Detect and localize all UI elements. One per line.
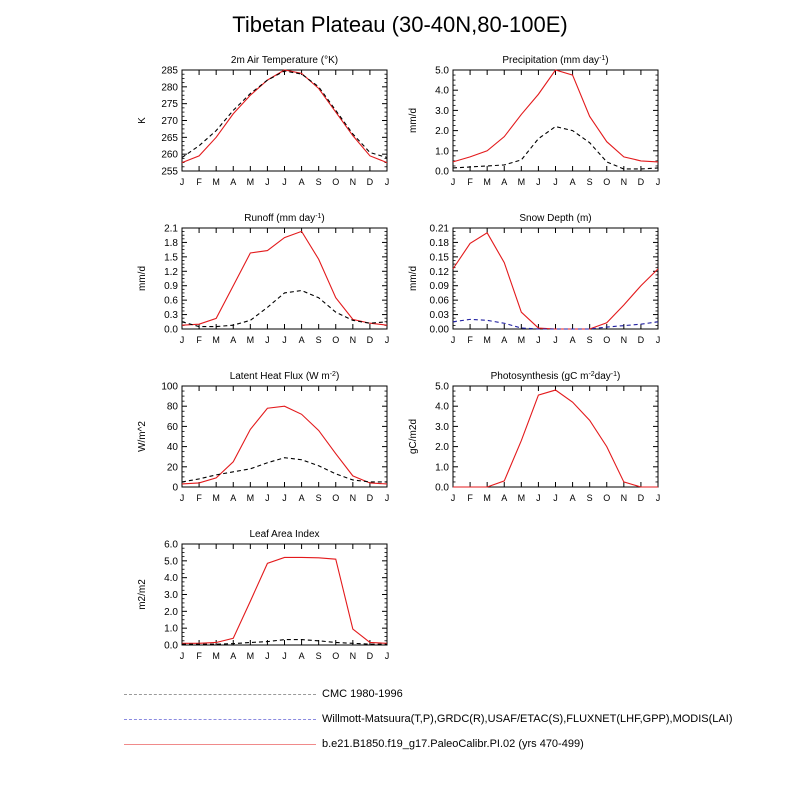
x-tick-label: A — [298, 651, 305, 661]
plot-frame — [182, 386, 387, 487]
y-tick-label: 265 — [161, 132, 178, 144]
figure-title: Tibetan Plateau (30-40N,80-100E) — [232, 12, 568, 37]
x-tick-label: A — [230, 493, 237, 503]
x-tick-label: J — [450, 335, 456, 345]
panel-latent-heat-flux-w-m-2 — [137, 371, 389, 504]
x-tick-label: F — [196, 493, 202, 503]
y-axis-label: m2/m2 — [137, 579, 148, 610]
x-tick-label: M — [212, 177, 220, 187]
x-tick-label: D — [366, 335, 374, 345]
x-tick-label: J — [536, 493, 541, 503]
panel-title: Snow Depth (m) — [519, 213, 592, 224]
x-tick-label: A — [230, 651, 237, 661]
x-tick-label: N — [620, 493, 628, 503]
x-tick-label: F — [467, 335, 473, 345]
plot-frame — [453, 386, 658, 487]
x-tick-label: A — [298, 493, 305, 503]
y-tick-label: 0.3 — [164, 310, 178, 322]
x-tick-label: N — [620, 335, 628, 345]
y-tick-label: 0.0 — [164, 640, 178, 652]
legend-label-obs: Willmott-Matsuura(T,P),GRDC(R),USAF/ETAC(S),FLUXNET(LHF,GPP),MODIS(LAI) — [322, 713, 733, 725]
y-tick-label: 2.1 — [164, 223, 178, 235]
y-tick-label: 5.0 — [435, 65, 449, 77]
panel-runoff-mm-day-1 — [137, 213, 389, 346]
x-tick-label: A — [569, 493, 576, 503]
panel-title: Runoff (mm day$^{-1}$) — [244, 212, 325, 224]
y-tick-label: 40 — [166, 442, 178, 454]
x-tick-label: M — [246, 651, 255, 661]
x-tick-label: M — [212, 493, 220, 503]
y-axis-label: gC/m2d — [408, 418, 419, 455]
y-tick-label: 5.0 — [164, 556, 178, 568]
x-tick-label: J — [265, 493, 270, 503]
y-tick-label: 0.00 — [429, 324, 449, 336]
x-tick-label: M — [517, 493, 526, 503]
plot-frame — [453, 70, 658, 171]
y-tick-label: 3.0 — [435, 421, 449, 433]
y-tick-label: 285 — [161, 65, 178, 77]
x-tick-label: O — [332, 177, 340, 187]
series-line-obs — [182, 71, 387, 158]
y-tick-label: 1.0 — [164, 623, 178, 635]
panel-title: Leaf Area Index — [249, 529, 320, 540]
y-tick-label: 0.6 — [164, 295, 178, 307]
series-line-obs — [453, 127, 658, 169]
x-tick-label: J — [384, 335, 390, 345]
x-tick-label: A — [569, 177, 576, 187]
x-tick-label: J — [179, 651, 185, 661]
y-tick-label: 260 — [161, 149, 178, 161]
x-tick-label: S — [315, 335, 322, 345]
y-tick-label: 80 — [166, 401, 178, 413]
x-tick-label: J — [265, 335, 270, 345]
y-tick-label: 0.18 — [429, 237, 449, 249]
x-tick-label: J — [282, 335, 287, 345]
y-axis-label: mm/d — [408, 266, 419, 291]
x-tick-label: M — [483, 335, 491, 345]
y-tick-label: 0.09 — [429, 281, 449, 293]
series-line-model — [182, 406, 387, 484]
y-tick-label: 2.0 — [435, 126, 449, 138]
y-tick-label: 0.9 — [164, 281, 178, 293]
y-tick-label: 3.0 — [164, 590, 178, 601]
y-tick-label: 3.0 — [435, 105, 449, 117]
x-tick-label: D — [637, 493, 645, 503]
y-tick-label: 0.0 — [164, 324, 178, 336]
x-tick-label: J — [450, 493, 456, 503]
x-tick-label: M — [483, 177, 491, 187]
series-line-model — [453, 70, 658, 162]
y-tick-label: 275 — [161, 99, 178, 111]
x-tick-label: O — [332, 493, 340, 503]
x-tick-label: S — [586, 493, 593, 503]
series-line-obs — [182, 291, 387, 327]
x-tick-label: J — [384, 651, 390, 661]
x-tick-label: S — [315, 493, 322, 503]
x-tick-label: J — [179, 493, 185, 503]
x-tick-label: A — [298, 335, 305, 345]
x-tick-label: D — [366, 177, 374, 187]
x-tick-label: O — [332, 335, 340, 345]
x-tick-label: M — [212, 335, 220, 345]
y-tick-label: 0.0 — [435, 166, 449, 178]
x-tick-label: O — [603, 493, 611, 503]
y-tick-label: 1.2 — [164, 266, 178, 278]
y-tick-label: 1.8 — [164, 237, 178, 249]
y-tick-label: 0 — [172, 482, 178, 494]
x-tick-label: F — [467, 493, 473, 503]
y-tick-label: 270 — [161, 116, 178, 127]
y-tick-label: 4.0 — [435, 85, 449, 97]
x-tick-label: N — [620, 177, 628, 187]
x-tick-label: J — [179, 335, 185, 345]
x-tick-label: F — [196, 651, 202, 661]
x-tick-label: J — [655, 335, 661, 345]
panel-precipitation-mm-day-1 — [408, 55, 660, 188]
x-tick-label: M — [212, 651, 220, 661]
panel-title: Precipitation (mm day$^{-1}$) — [502, 54, 609, 66]
y-tick-label: 6.0 — [164, 539, 178, 551]
x-tick-label: A — [501, 335, 508, 345]
x-tick-label: M — [246, 177, 255, 187]
x-tick-label: M — [517, 177, 526, 187]
x-tick-label: N — [349, 177, 357, 187]
x-tick-label: D — [366, 651, 374, 661]
x-tick-label: A — [501, 493, 508, 503]
series-line-obs — [182, 458, 387, 482]
x-tick-label: S — [315, 651, 322, 661]
x-tick-label: J — [265, 651, 270, 661]
x-tick-label: D — [637, 177, 645, 187]
x-tick-label: S — [586, 177, 593, 187]
y-tick-label: 0.0 — [435, 482, 449, 494]
y-tick-label: 0.03 — [429, 310, 449, 322]
y-tick-label: 0.15 — [429, 252, 449, 264]
y-tick-label: 1.0 — [435, 146, 449, 158]
x-tick-label: M — [246, 335, 255, 345]
y-axis-label: mm/d — [408, 108, 419, 133]
x-tick-label: M — [483, 493, 491, 503]
x-tick-label: M — [517, 335, 526, 345]
y-tick-label: 20 — [166, 462, 178, 474]
x-tick-label: J — [282, 177, 287, 187]
y-tick-label: 1.0 — [435, 462, 449, 474]
x-tick-label: A — [501, 177, 508, 187]
x-tick-label: J — [655, 177, 661, 187]
y-axis-label: mm/d — [137, 266, 148, 291]
plot-frame — [182, 70, 387, 171]
x-tick-label: J — [282, 493, 287, 503]
x-tick-label: J — [553, 493, 558, 503]
y-tick-label: 0.06 — [429, 295, 449, 307]
panel-title: 2m Air Temperature (°K) — [230, 55, 339, 66]
x-tick-label: N — [349, 335, 357, 345]
x-tick-label: M — [246, 493, 255, 503]
x-tick-label: D — [366, 493, 374, 503]
y-tick-label: 255 — [161, 166, 178, 178]
x-tick-label: J — [553, 177, 558, 187]
x-tick-label: S — [586, 335, 593, 345]
x-tick-label: O — [332, 651, 340, 661]
x-tick-label: J — [450, 177, 456, 187]
x-tick-label: J — [282, 651, 287, 661]
plot-frame — [182, 228, 387, 329]
y-tick-label: 2.0 — [164, 606, 178, 618]
plot-frame — [182, 544, 387, 645]
y-tick-label: 4.0 — [435, 401, 449, 413]
x-tick-label: A — [569, 335, 576, 345]
x-tick-label: F — [467, 177, 473, 187]
series-line-model — [182, 70, 387, 163]
series-line-model — [453, 233, 658, 329]
x-tick-label: A — [230, 177, 237, 187]
y-tick-label: 5.0 — [435, 381, 449, 393]
x-tick-label: O — [603, 177, 611, 187]
y-axis-label: K — [137, 117, 148, 124]
panel-photosynthesis-gc-m-2day-1 — [408, 371, 660, 504]
x-tick-label: D — [637, 335, 645, 345]
x-tick-label: J — [655, 493, 661, 503]
panel-leaf-area-index — [137, 529, 389, 661]
x-tick-label: A — [298, 177, 305, 187]
y-tick-label: 60 — [166, 421, 178, 433]
x-tick-label: N — [349, 651, 357, 661]
panel-title: Latent Heat Flux (W $m^{-2}$) — [229, 370, 340, 382]
panel-title: Photosynthesis (gC $m^{-2}day^{-1}$) — [490, 370, 621, 382]
legend-label-model: b.e21.B1850.f19_g17.PaleoCalibr.PI.02 (yrs 470-499) — [322, 738, 584, 750]
x-tick-label: J — [536, 177, 541, 187]
plot-frame — [453, 228, 658, 329]
x-tick-label: O — [603, 335, 611, 345]
x-tick-label: N — [349, 493, 357, 503]
panel-2m-air-temperature-k — [137, 55, 389, 187]
x-tick-label: A — [230, 335, 237, 345]
y-tick-label: 0.12 — [429, 266, 449, 278]
x-tick-label: J — [179, 177, 185, 187]
y-tick-label: 280 — [161, 82, 178, 94]
y-tick-label: 0.21 — [429, 223, 449, 235]
y-tick-label: 2.0 — [435, 442, 449, 454]
x-tick-label: J — [536, 335, 541, 345]
x-tick-label: J — [553, 335, 558, 345]
y-tick-label: 1.5 — [164, 252, 178, 264]
series-line-model — [182, 557, 387, 643]
y-tick-label: 4.0 — [164, 573, 178, 585]
x-tick-label: J — [265, 177, 270, 187]
series-line-model — [453, 390, 658, 487]
x-tick-label: J — [384, 177, 390, 187]
y-axis-label: W/m^2 — [137, 421, 148, 452]
legend-label-cmc: CMC 1980-1996 — [322, 688, 403, 700]
x-tick-label: F — [196, 177, 202, 187]
y-tick-label: 100 — [161, 381, 178, 393]
series-line-model — [182, 231, 387, 325]
x-tick-label: S — [315, 177, 322, 187]
x-tick-label: J — [384, 493, 390, 503]
x-tick-label: F — [196, 335, 202, 345]
panel-snow-depth-m — [408, 213, 660, 345]
